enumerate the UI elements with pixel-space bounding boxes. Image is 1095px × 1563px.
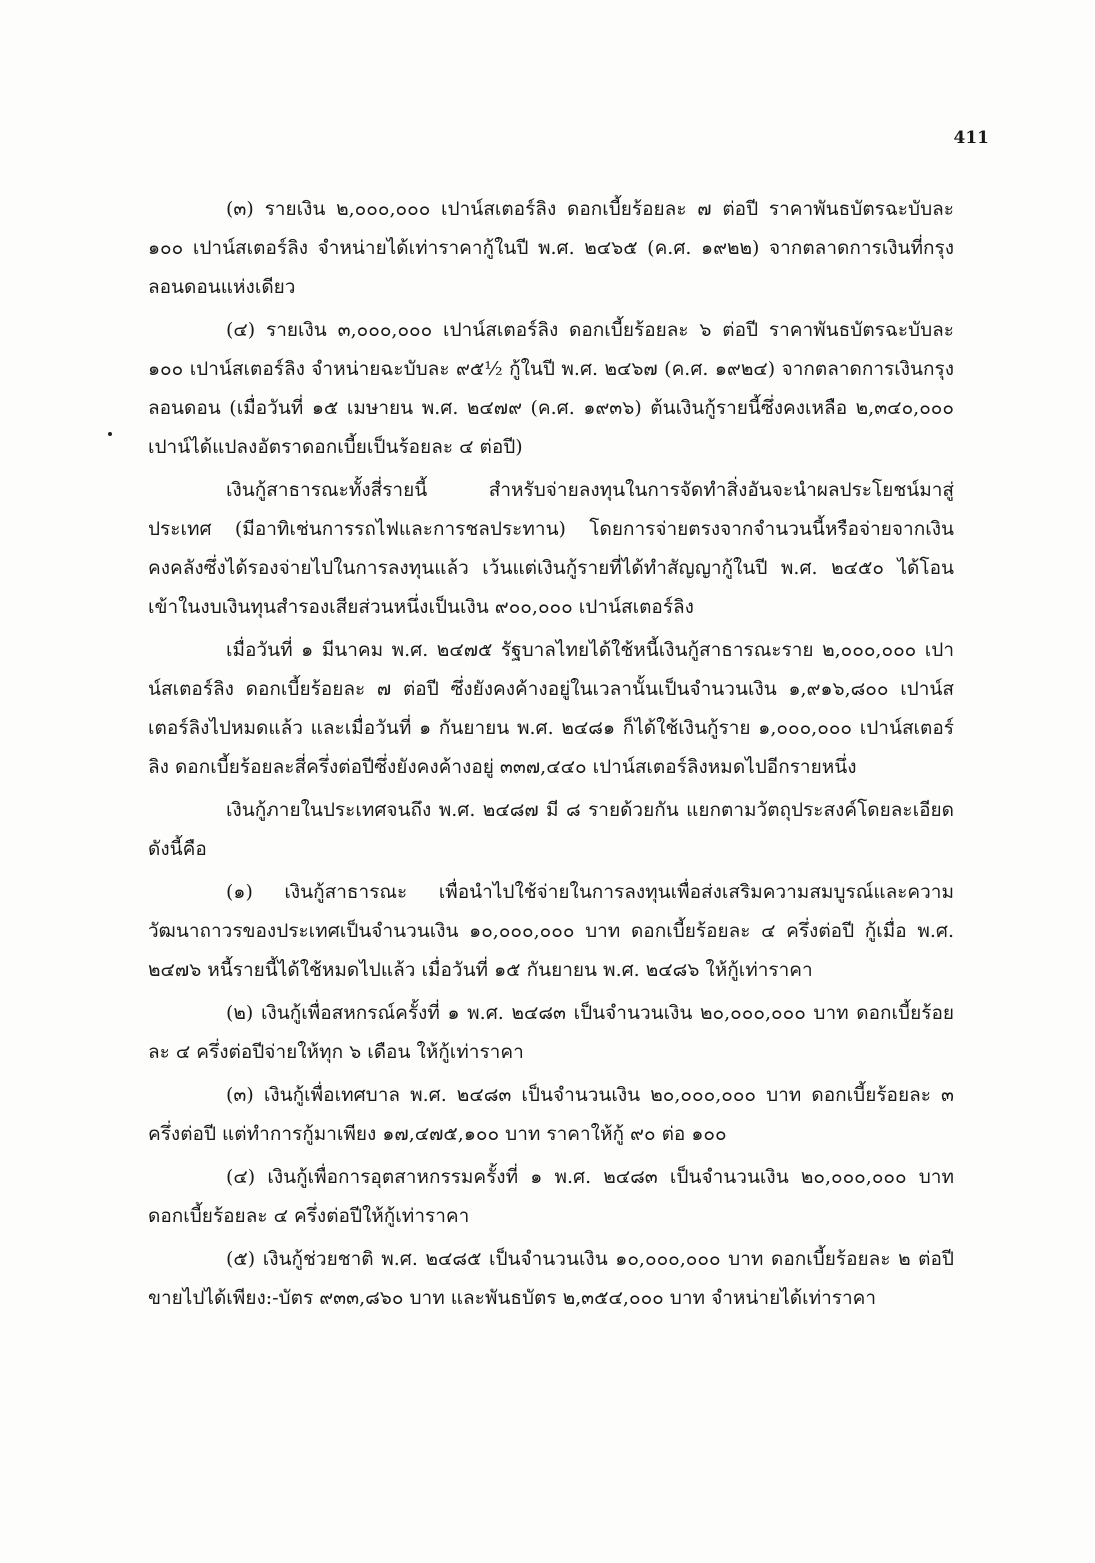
page-number: 411	[953, 128, 989, 148]
paragraph-public-loans-purpose: เงินกู้สาธารณะทั้งสี่รายนี้ สำหรับจ่ายลงทุนในการจัดทำสิ่งอันจะนำผลประโยชน์มาสู่ประเทศ (มีอาทิเช่นการรถไฟและการชลประทาน) โดยการจ่ายตรงจากจำนวนนี้หรือจ่ายจากเงินคงคลังซึ่งได้รองจ่ายไปในการลงทุนแล้ว เว้นแต่เงินกู้รายที่ได้ทำสัญญากู้ในปี พ.ศ. ๒๔๕๐ ได้โอนเข้าในงบเงินทุนสำรองเสียส่วนหนึ่งเป็นเงิน ๙๐๐,๐๐๐ เปาน์สเตอร์ลิง	[148, 479, 954, 618]
document-body	[148, 190, 954, 1322]
paragraph-domestic-loans-intro: เงินกู้ภายในประเทศจนถึง พ.ศ. ๒๔๘๗ มี ๘ รายด้วยกัน แยกตามวัตถุประสงค์โดยละเอียดดังนี้คือ	[148, 799, 954, 860]
paragraph-domestic-loan-5: (๕) เงินกู้ช่วยชาติ พ.ศ. ๒๔๘๕ เป็นจำนวนเงิน ๑๐,๐๐๐,๐๐๐ บาท ดอกเบี้ยร้อยละ ๒ ต่อปี ขายไปได้เพียง:-บัตร ๙๓๓,๘๖๐ บาท และพันธบัตร ๒,๓๕๔,๐๐๐ บาท จำหน่ายได้เท่าราคา	[148, 1248, 954, 1309]
scan-speck	[108, 432, 112, 436]
paragraph-domestic-loan-4: (๔) เงินกู้เพื่อการอุตสาหกรรมครั้งที่ ๑ พ.ศ. ๒๔๘๓ เป็นจำนวนเงิน ๒๐,๐๐๐,๐๐๐ บาท ดอกเบี้ยร้อยละ ๔ ครึ่งต่อปีให้กู้เท่าราคา	[148, 1166, 954, 1227]
paragraph-domestic-loan-1: (๑) เงินกู้สาธารณะ เพื่อนำไปใช้จ่ายในการลงทุนเพื่อส่งเสริมความสมบูรณ์และความวัฒนาถาวรของประเทศเป็นจำนวนเงิน ๑๐,๐๐๐,๐๐๐ บาท ดอกเบี้ยร้อยละ ๔ ครึ่งต่อปี กู้เมื่อ พ.ศ. ๒๔๗๖ หนี้รายนี้ได้ใช้หมดไปแล้ว เมื่อวันที่ ๑๕ กันยายน พ.ศ. ๒๔๘๖ ให้กู้เท่าราคา	[148, 881, 954, 981]
paragraph-loan-3: (๓) รายเงิน ๒,๐๐๐,๐๐๐ เปาน์สเตอร์ลิง ดอกเบี้ยร้อยละ ๗ ต่อปี ราคาพันธบัตรฉะบับละ ๑๐๐ เปาน์สเตอร์ลิง จำหน่ายได้เท่าราคากู้ในปี พ.ศ. ๒๔๖๕ (ค.ศ. ๑๙๒๒) จากตลาดการเงินที่กรุงลอนดอนแห่งเดียว	[148, 198, 954, 298]
paragraph-domestic-loan-2: (๒) เงินกู้เพื่อสหกรณ์ครั้งที่ ๑ พ.ศ. ๒๔๘๓ เป็นจำนวนเงิน ๒๐,๐๐๐,๐๐๐ บาท ดอกเบี้ยร้อยละ ๔ ครึ่งต่อปีจ่ายให้ทุก ๖ เดือน ให้กู้เท่าราคา	[148, 1002, 954, 1063]
paragraph-loan-repayment: เมื่อวันที่ ๑ มีนาคม พ.ศ. ๒๔๗๕ รัฐบาลไทยได้ใช้หนี้เงินกู้สาธารณะราย ๒,๐๐๐,๐๐๐ เปาน์สเตอร์ลิง ดอกเบี้ยร้อยละ ๗ ต่อปี ซึ่งยังคงค้างอยู่ในเวลานั้นเป็นจำนวนเงิน ๑,๙๑๖,๘๐๐ เปาน์สเตอร์ลิงไปหมดแล้ว และเมื่อวันที่ ๑ กันยายน พ.ศ. ๒๔๘๑ ก็ได้ใช้เงินกู้ราย ๑,๐๐๐,๐๐๐ เปาน์สเตอร์ลิง ดอกเบี้ยร้อยละสี่ครึ่งต่อปีซึ่งยังคงค้างอยู่ ๓๓๗,๔๔๐ เปาน์สเตอร์ลิงหมดไปอีกรายหนึ่ง	[148, 639, 954, 778]
paragraph-loan-4: (๔) รายเงิน ๓,๐๐๐,๐๐๐ เปาน์สเตอร์ลิง ดอกเบี้ยร้อยละ ๖ ต่อปี ราคาพันธบัตรฉะบับละ ๑๐๐ เปาน์สเตอร์ลิง จำหน่ายฉะบับละ ๙๕½ กู้ในปี พ.ศ. ๒๔๖๗ (ค.ศ. ๑๙๒๔) จากตลาดการเงินกรุงลอนดอน (เมื่อวันที่ ๑๕ เมษายน พ.ศ. ๒๔๗๙ (ค.ศ. ๑๙๓๖) ต้นเงินกู้รายนี้ซึ่งคงเหลือ ๒,๓๔๐,๐๐๐ เปาน์ได้แปลงอัตราดอกเบี้ยเป็นร้อยละ ๔ ต่อปี)	[148, 319, 955, 458]
paragraph-domestic-loan-3: (๓) เงินกู้เพื่อเทศบาล พ.ศ. ๒๔๘๓ เป็นจำนวนเงิน ๒๐,๐๐๐,๐๐๐ บาท ดอกเบี้ยร้อยละ ๓ ครึ่งต่อปี แต่ทำการกู้มาเพียง ๑๗,๔๗๕,๑๐๐ บาท ราคาให้กู้ ๙๐ ต่อ ๑๐๐	[148, 1084, 954, 1145]
